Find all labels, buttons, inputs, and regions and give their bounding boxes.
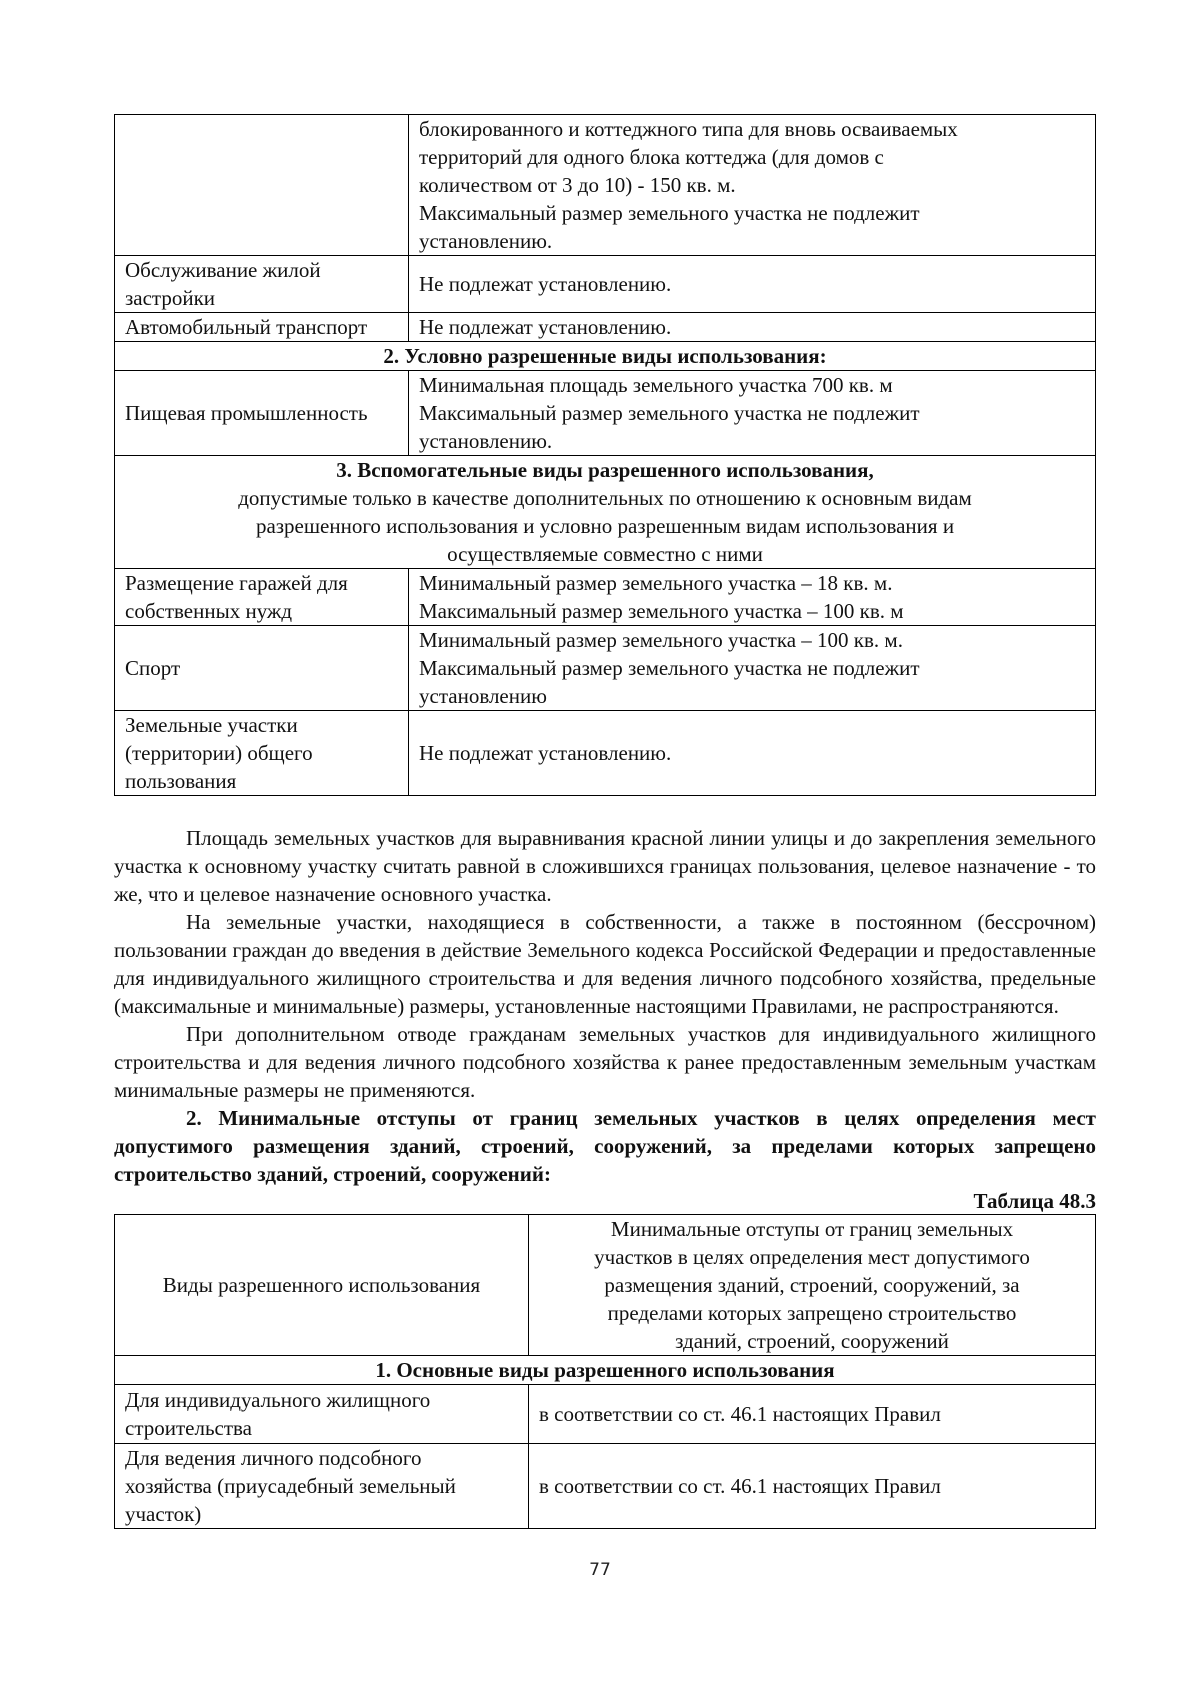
table-row [115, 256, 1096, 313]
table-cell [115, 115, 409, 256]
table-row [115, 569, 1096, 626]
table-header-row [115, 1215, 1096, 1356]
paragraph: Площадь земельных участков для выравнивания красной линии улицы и до закрепления земельного участка к основному участку считать равной в сложившихся границах пользования, целевое назначение - то же, что и целевое назначение основного участка. [114, 826, 1096, 906]
table-cell: Обслуживание жилой застройки [115, 256, 409, 313]
section-heading: 2. Условно разрешенные виды использования: [115, 342, 1096, 371]
table-cell: в соответствии со ст. 46.1 настоящих Правил [529, 1385, 1096, 1444]
table-row [115, 711, 1096, 796]
table-cell: Для ведения личного подсобного хозяйства (приусадебный земельный участок) [115, 1444, 529, 1529]
table-cell: Спорт [115, 626, 409, 711]
section-header-row [115, 1356, 1096, 1385]
table-cell: Не подлежат установлению. [409, 256, 1096, 313]
table-row [115, 1444, 1096, 1529]
table-cell: Минимальный размер земельного участка – 100 кв. м. Максимальный размер земельного участка не подлежит установлению [409, 626, 1096, 711]
section-heading: 3. Вспомогательные виды разрешенного использования, допустимые только в качестве дополнительных по отношению к основным видам разрешенного использования и условно разрешенным видам использования и осуществляемые совместно с ними [115, 456, 1096, 569]
table-row [115, 371, 1096, 456]
table-cell: Не подлежат установлению. [409, 711, 1096, 796]
table-caption: Таблица 48.3 [973, 1189, 1096, 1213]
table-row [115, 1385, 1096, 1444]
table-cell: Для индивидуального жилищного строительства [115, 1385, 529, 1444]
setbacks-table [114, 1214, 1096, 1529]
section-heading: 1. Основные виды разрешенного использования [115, 1356, 1096, 1385]
table-cell: Пищевая промышленность [115, 371, 409, 456]
section-header-row [115, 456, 1096, 569]
table-row [115, 626, 1096, 711]
column-header: Виды разрешенного использования [115, 1215, 529, 1356]
paragraph: При дополнительном отводе гражданам земельных участков для индивидуального жилищного строительства и для ведения личного подсобного хозяйства к ранее предоставленным земельным участкам минимальные размеры не применяются. [114, 1022, 1096, 1102]
table-cell: блокированного и коттеджного типа для вновь осваиваемых территорий для одного блока коттеджа (для домов с количеством от 3 до 10) - 150 кв. м. Максимальный размер земельного участка не подлежит установлению. [409, 115, 1096, 256]
table-cell: в соответствии со ст. 46.1 настоящих Правил [529, 1444, 1096, 1529]
table-cell: Минимальный размер земельного участка – 18 кв. м. Максимальный размер земельного участка – 100 кв. м [409, 569, 1096, 626]
land-use-table [114, 114, 1096, 796]
table-cell: Земельные участки (территории) общего пользования [115, 711, 409, 796]
paragraph: На земельные участки, находящиеся в собственности, а также в постоянном (бессрочном) пользовании граждан до введения в действие Земельного кодекса Российской Федерации и предоставленные для индивидуального жилищного строительства и для ведения личного подсобного хозяйства, предельные (максимальные и минимальные) размеры, установленные настоящими Правилами, не распространяются. [114, 910, 1096, 1018]
table-row [115, 115, 1096, 256]
document-page [114, 114, 1096, 1529]
section-header-row [115, 342, 1096, 371]
column-header: Минимальные отступы от границ земельных участков в целях определения мест допустимого размещения зданий, строений, сооружений, за пределами которых запрещено строительство зданий, строений, сооружений [529, 1215, 1096, 1356]
table-row [115, 313, 1096, 342]
table-cell: Размещение гаражей для собственных нужд [115, 569, 409, 626]
table-cell: Автомобильный транспорт [115, 313, 409, 342]
table-cell: Не подлежат установлению. [409, 313, 1096, 342]
page-number: 77 [589, 1560, 611, 1580]
section-heading-paragraph: 2. Минимальные отступы от границ земельных участков в целях определения мест допустимого размещения зданий, строений, сооружений, за пределами которых запрещено строительство зданий, строений, сооружений: [114, 1106, 1096, 1186]
table-cell: Минимальная площадь земельного участка 700 кв. м Максимальный размер земельного участка не подлежит установлению. [409, 371, 1096, 456]
